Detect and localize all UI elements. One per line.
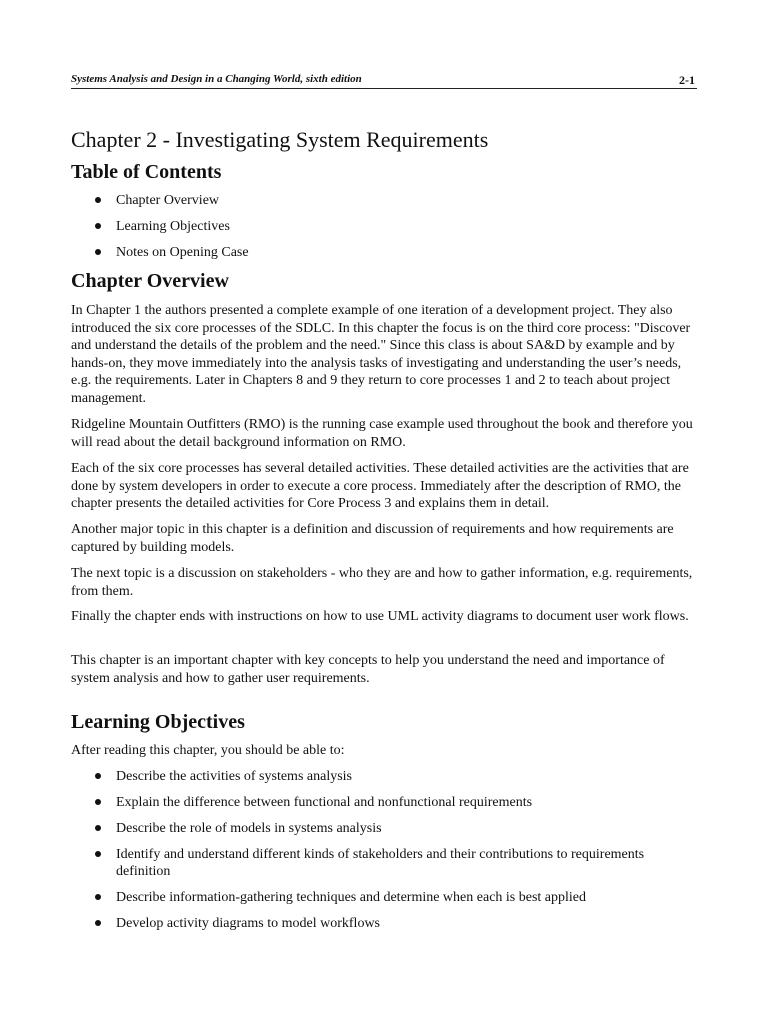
toc-item-chapter-overview[interactable]: Chapter Overview bbox=[71, 192, 697, 209]
page-number: 2-1 bbox=[679, 73, 695, 87]
objective-item: Identify and understand different kinds of stakeholders and their contributions to requirements definition bbox=[71, 846, 697, 880]
objective-item: Develop activity diagrams to model workflows bbox=[71, 915, 697, 932]
overview-paragraph: Finally the chapter ends with instructions on how to use UML activity diagrams to document user work flows. bbox=[71, 609, 689, 624]
overview-paragraph: This chapter is an important chapter with key concepts to help you understand the need and importance of system analysis and how to gather user requirements. bbox=[71, 653, 665, 686]
overview-paragraph: Each of the six core processes has several detailed activities. These detailed activities are the activities that are done by system developers in order to execute a core process. Immediately after the description of RMO, the chapter presents the detailed activities for Core Process 3 and explains them in detail. bbox=[71, 461, 689, 511]
toc-heading: Table of Contents bbox=[71, 161, 222, 183]
toc-list bbox=[71, 192, 697, 270]
running-header bbox=[71, 73, 697, 89]
objectives-intro: After reading this chapter, you should be able to: bbox=[71, 743, 345, 758]
toc-item-learning-objectives[interactable]: Learning Objectives bbox=[71, 218, 697, 235]
book-title: Systems Analysis and Design in a Changing World, sixth edition bbox=[71, 73, 362, 85]
objectives-heading: Learning Objectives bbox=[71, 711, 245, 733]
chapter-title: Chapter 2 - Investigating System Requirements bbox=[71, 127, 489, 152]
overview-paragraph: Another major topic in this chapter is a definition and discussion of requirements and how requirements are captured by building models. bbox=[71, 522, 674, 555]
objective-item: Explain the difference between functional and nonfunctional requirements bbox=[71, 794, 697, 811]
objectives-list bbox=[71, 768, 697, 941]
objective-item: Describe the role of models in systems analysis bbox=[71, 820, 697, 837]
toc-item-opening-case[interactable]: Notes on Opening Case bbox=[71, 244, 697, 261]
objective-item: Describe the activities of systems analysis bbox=[71, 768, 697, 785]
overview-heading: Chapter Overview bbox=[71, 270, 229, 292]
objective-item: Describe information-gathering techniques and determine when each is best applied bbox=[71, 889, 697, 906]
overview-paragraph: Ridgeline Mountain Outfitters (RMO) is the running case example used throughout the book and therefore you will read about the detail background information on RMO. bbox=[71, 417, 693, 450]
overview-paragraph: The next topic is a discussion on stakeholders - who they are and how to gather information, e.g. requirements, from them. bbox=[71, 566, 693, 599]
overview-paragraph: In Chapter 1 the authors presented a complete example of one iteration of a development project. They also introduced the six core processes of the SDLC. In this chapter the focus is on the third core process: "Discover and understand the details of the problem and the need." Since this class is about SA&D by example and by hands-on, they move immediately into the analysis tasks of investigating and understanding the user’s needs, e.g. the requirements. Later in Chapters 8 and 9 they return to core processes 1 and 2 to teach about project management. bbox=[71, 303, 691, 406]
